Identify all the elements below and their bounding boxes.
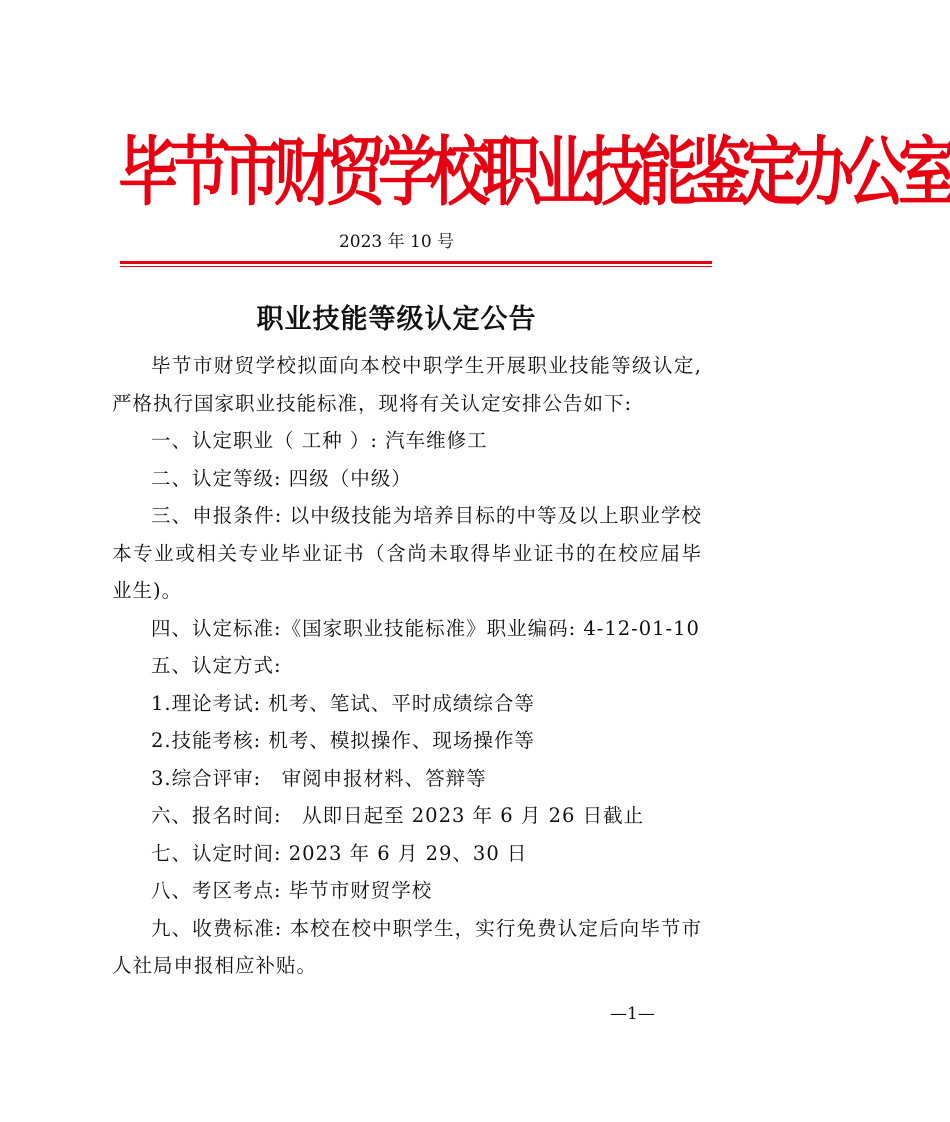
method-theory-exam: 1.理论考试: 机考、笔试、平时成绩综合等 [151,691,535,715]
letterhead-rule-thin [120,266,712,267]
item-occupation: 一、认定职业（ 工种 ）: 汽车维修工 [151,429,488,452]
document-number: 2023 年 10 号 [338,232,455,252]
letterhead-rule-thick [120,261,712,264]
item-eligibility: 三、申报条件: 以中级技能为培养目标的中等及以上职业学校本专业或相关专业毕业证书（含尚未取得毕业证书的在校应届毕业生)。 [112,504,702,602]
organization-letterhead: 毕节市财贸学校职业技能鉴定办公室 [118,129,950,217]
method-comprehensive-review: 3.综合评审: 审阅申报材料、答辩等 [151,766,487,790]
item-exam-site: 八、考区考点: 毕节市财贸学校 [151,879,433,902]
item-level: 二、认定等级: 四级（中级） [151,466,412,490]
item-registration-time: 六、报名时间: 从即日起至 2023 年 6 月 26 日截止 [151,804,645,827]
item-method: 五、认定方式: [151,654,282,677]
method-skill-assessment: 2.技能考核: 机考、模拟操作、现场操作等 [151,729,535,752]
item-fees: 九、收费标准: 本校在校中职学生，实行免费认定后向毕节市人社局申报相应补贴。 [112,916,702,977]
item-standard: 四、认定标准:《国家职业技能标准》职业编码: 4-12-01-10 [151,616,700,640]
page-number: —1— [610,1004,655,1024]
notice-title: 职业技能等级认定公告 [256,304,537,335]
notice-body [112,347,702,985]
intro-paragraph: 毕节市财贸学校拟面向本校中职学生开展职业技能等级认定,严格执行国家职业技能标准，现将有关认定安排公告如下: [112,354,702,415]
item-assessment-time: 七、认定时间: 2023 年 6 月 29、30 日 [151,841,528,865]
